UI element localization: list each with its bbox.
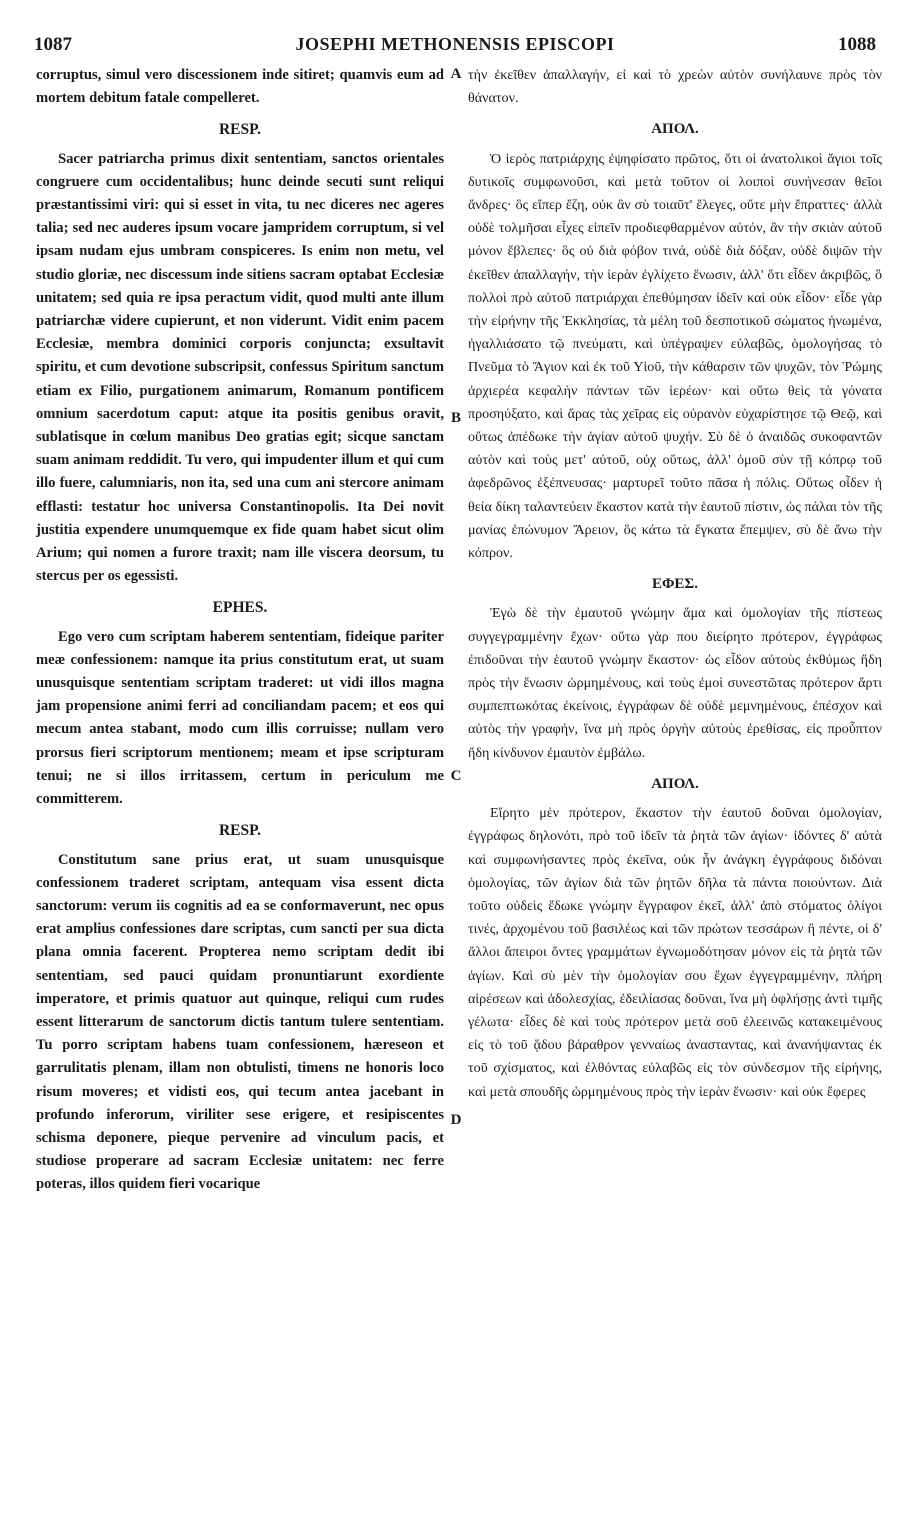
greek-apol-heading: ΑΠΟΛ. — [651, 121, 699, 138]
margin-marker-c: C — [450, 768, 462, 784]
greek-efes-paragraph: Ἐγὼ δὲ τὴν ἐμαυτοῦ γνώμην ἅμα καὶ ὁμολογίαν τῆς πίστεως συγγεγραμμένην ἔχων· οὕτω γὰρ που διείρητο πρότερον, ἐγγράφως ἐπιδοῦναι τὴν ἑαυτοῦ γνώμην ἕκαστον· ὡς εἶδον αὐτοὺς ἐκθύμως ἤδη πρὸς τὴν ἕνωσιν ὡρμημένους, καὶ τοὺς ἐμοὶ συνεστῶτας πρότερον ἄρτι συμπεπτωκότας ἐκείνοις, ἐγγράφων δὲ οὐδὲ μεμνημένους, ἐπέσχον καὶ αὐτὸς τὴν γραφήν, ἵνα μὴ πρὸς ὀργὴν αὐτοὺς ἐρεθίσας, εἰς προὖπτον ἤδη κίνδυνον ἐμαυτὸν ἐμβάλω. — [468, 605, 882, 761]
greek-intro-paragraph: τὴν ἐκεῖθεν ἀπαλλαγήν, εἰ καὶ τὸ χρεὼν αὐτὸν συνήλαυνε πρὸς τὸν θάνατον. — [468, 67, 882, 107]
page-number-right: 1088 — [838, 34, 876, 55]
latin-ephes-heading: EPHES. — [212, 599, 268, 617]
greek-column — [468, 64, 882, 1104]
latin-resp2-paragraph: Constitutum sane prius erat, ut suam unusquisque confessionem traderet scriptam, antequam visa essent dicta sanctorum: verum iis cognitis ad ea se conformaverunt, nec opus erat amplius confessiones dare scriptas, cum sancti per sua dicta plana omnia facerent. Propterea nemo scriptam dedit ibi sententiam, sed pauci quidam pronuntiarunt exordiente imperatore, et primis quatuor aut quinque, reliqui cum rudes essent litterarum de sanctorum dictis tantum tulere sententiam. Tu porro scriptam habens tuam confessionem, hæreseon et garrulitatis plenam, illam non obtulisti, timens ne honoris loco risum moveres; et vidisti eos, qui tecum antea jacebant in profundo inferorum, viriliter sese erigere, et resipiscentes schisma deponere, pieque pervenire ad vinculum pacis, et studiose properare ad sacram Ecclesiæ unitatem: nec ferre poteras, illos quidem fieri vocarique — [36, 851, 444, 1193]
latin-resp-heading: RESP. — [218, 121, 262, 139]
greek-apol2-paragraph: Εἴρητο μὲν πρότερον, ἕκαστον τὴν ἑαυτοῦ δοῦναι ὁμολογίαν, ἐγγράφως δηλονότι, πρὸ τοῦ ἰδεῖν τὰ ῥητὰ τῶν ἁγίων· ἰδόντες δ' αὐτὰ καὶ συμφωνήσαντες πρὸς ἐκεῖνα, οὐκ ἦν ἀνάγκη ἐγγράφους διδόναι ὁμολογίας, τῶν ἁγίων διὰ τῶν ῥητῶν δῆλα τὰ πάντα ποιούντων. Διὰ τοῦτο οὐδεὶς ἔδωκε γνώμην ἔγγραφον ἐκεῖ, ἀλλ' ἀπὸ στόματος ὀλίγοι τινές, ἀρχομένου τοῦ βασιλέως καὶ τῶν πρώτων τεσσάρων ἢ πέντε, οἱ δ' ἄλλοι ἄπειροι ὄντες γραμμάτων ἐγνωμοδότησαν μόνον εἰς τὰ ῥητὰ τῶν ἁγίων. Καὶ σὺ μὲν τὴν ὁμολογίαν σου ἔχων ἐγγεγραμμένην, πλήρη αἱρέσεων καὶ ἀδολεσχίας, ἐδειλίασας δοῦναι, ἵνα μὴ ὀφλήσῃς ἀντὶ τιμῆς γέλωτα· εἶδες δὲ καὶ τοὺς πρότερον μετὰ σοῦ ἐλεεινῶς κατακειμένους εἰς τὸ τοῦ ᾅδου βάραθρον γενναίως ἀνασταντας, καὶ ἀνανήψαντας ἐκ τοῦ σχίσματος, καὶ ἐλθόντας εὐλαβῶς εἰς τὸν σύνδεσμον τῆς εἰρήνης, καὶ μετὰ σπουδῆς ὡρμημένους πρὸς τὴν ἱερὰν ἕνωσιν· καὶ οὐκ ἔφερες — [468, 805, 882, 1100]
greek-apol-paragraph: Ὁ ἱερὸς πατριάρχης ἐψηφίσατο πρῶτος, ὅτι οἱ ἀνατολικοὶ ἅγιοι τοῖς δυτικοῖς συμφωνοῦσι, καὶ μετὰ τοῦτον οἱ λοιποὶ συνήνεσαν θεῖοι ἄνδρες· ὃς εἴπερ ἔζη, οὐκ ἂν σὺ τοιαῦτ' ἔλεγες, οὔτε μὴν ἔπραττες· ἀλλὰ οὐδὲ τολμῆσαι εἶχες εἰπεῖν προδιεφθαρμένον αὐτόν, ἂν τὴν σκιὰν αὐτοῦ μόνον ἔβλεπες· ὃς οὐ διὰ φόβον τινά, οὐδὲ διὰ δόξαν, οὐδὲ διψῶν τὴν ἐκεῖθεν ἀπαλλαγήν, τὴν ἱερὰν ἐγλίχετο ἕνωσιν, ἀλλ' ὅτι εἶδεν ἀκριβῶς, ὃ πολλοὶ πρὸ αὐτοῦ πατριάρχαι ἐπεθύμησαν ἰδεῖν καὶ οὐκ εἶδον· εἶδε γὰρ τὴν εἰρήνην τῆς Ἐκκλησίας, τὰ μέλη τοῦ δεσποτικοῦ σώματος ἡνωμένα, ἠγαλλιάσατο τῷ πνεύματι, καὶ ὑπέγραψεν εὐλαβῶς, ὁμολογήσας τὸ Πνεῦμα τὸ Ἅγιον καὶ ἐκ τοῦ Υἱοῦ, τὴν κάθαρσιν τῶν ψυχῶν, τὸν Ῥώμης ἀρχιερέα κεφαλὴν πάντων τῶν ἱερέων· καὶ οὕτω θεὶς τὰ γόνατα προσηύξατο, καὶ ἄρας τὰς χεῖρας εἰς οὐρανὸν εὐχαρίστησε τῷ Θεῷ, καὶ οὕτως ἀπέδωκε τὴν ἁγίαν αὐτοῦ ψυχήν. Σὺ δὲ ὁ ἀναιδῶς συκοφαντῶν αὐτὸν καὶ τοὺς μετ' αὐτοῦ, οὐχ οὕτως, ἀλλ' ὁμοῦ σὺν τῇ κόπρῳ τοῦ ἀφεδρῶνος ἐξέπνευσας· μαρτυρεῖ τοῦτο πᾶσα ἡ πόλις. Οὕτως οἶδεν ἡ θεία δίκη ταλαντεύειν ἕκαστον κατὰ τὴν ἑαυτοῦ πίστιν, ὡς πάλαι τὸν τῆς μανίας ἐπώνυμον Ἄρειον, ὃς κάτω τὰ ἔγκατα ἔπεμψεν, σὺ δὲ ἄνω τὴν κόπρον. — [468, 150, 882, 562]
latin-resp2-heading: RESP. — [218, 822, 262, 840]
greek-apol2-heading: ΑΠΟΛ. — [651, 775, 699, 792]
running-title: JOSEPHI METHONENSIS EPISCOPI — [295, 34, 615, 54]
greek-efes-heading: ΕΦΕΣ. — [651, 576, 698, 593]
latin-ephes-paragraph: Ego vero cum scriptam haberem sententiam, fideique pariter meæ confessionem: namque ita prius constitutum erat, ut suam unusquisque sententiam scriptam traderet: ut vidi illos magna jam propensione animi ferri ad conciliandam pacem; et eos qui mecum antea stabant, modo cum illis corruisse; nullam vero prorsus fieri scriptorum mentionem; meam et ipse scripturam tenui; ne si illos irritassem, certum in periculum me committerem. — [36, 628, 444, 808]
latin-resp-paragraph: Sacer patriarcha primus dixit sententiam, sanctos orientales congruere cum occidentalibus; hunc deinde secuti sunt reliqui præstantissimi viri: qui si esset in vita, tu nec diceres nec ageres talia; sed nec auderes ipsum vocare jampridem corruptum, si vel ipsam nudam ejus umbram conspiceres. Is enim non metu, vel studio gloriæ, nec discessum inde sitiens sacram optabat Ecclesiæ unitatem; sed quia re ipsa peractum vidit, quod multi ante illum patriarchæ videre cupierunt, et non viderunt. Vidit enim pacem Ecclesiæ, membra dominici corporis conjuncta; exsultavit spiritu, et cum devotione subscripsit, confessus Spiritum sanctum etiam ex Filio, purgationem animarum, Romanum pontificem omnium sacerdotum caput: atque ita positis genibus oravit, sublatisque in cœlum manibus Deo gratias egit; sicque sanctam suam animam reddidit. Tu vero, qui impudenter illum et qui cum illo fuere, calumniaris, non ita, sed una cum ani stercore animam efflasti: testatur hoc universa Constantinopolis. Ita Dei novit justitia expendere unumquemque ex fide quam habet sicut olim Arium; qui nomen a furore traxit; nam ille viscera deorsum, tu stercus per os egessisti. — [36, 150, 444, 585]
latin-column — [36, 64, 444, 1197]
page-header — [34, 34, 876, 60]
latin-intro-paragraph: corruptus, simul vero discessionem inde sitiret; quamvis eum ad mortem debitum fatale compelleret. — [36, 67, 444, 107]
margin-marker-d: D — [450, 1112, 462, 1128]
margin-marker-a: A — [450, 66, 462, 82]
margin-marker-b: B — [450, 410, 461, 426]
page-number-left: 1087 — [34, 34, 72, 55]
